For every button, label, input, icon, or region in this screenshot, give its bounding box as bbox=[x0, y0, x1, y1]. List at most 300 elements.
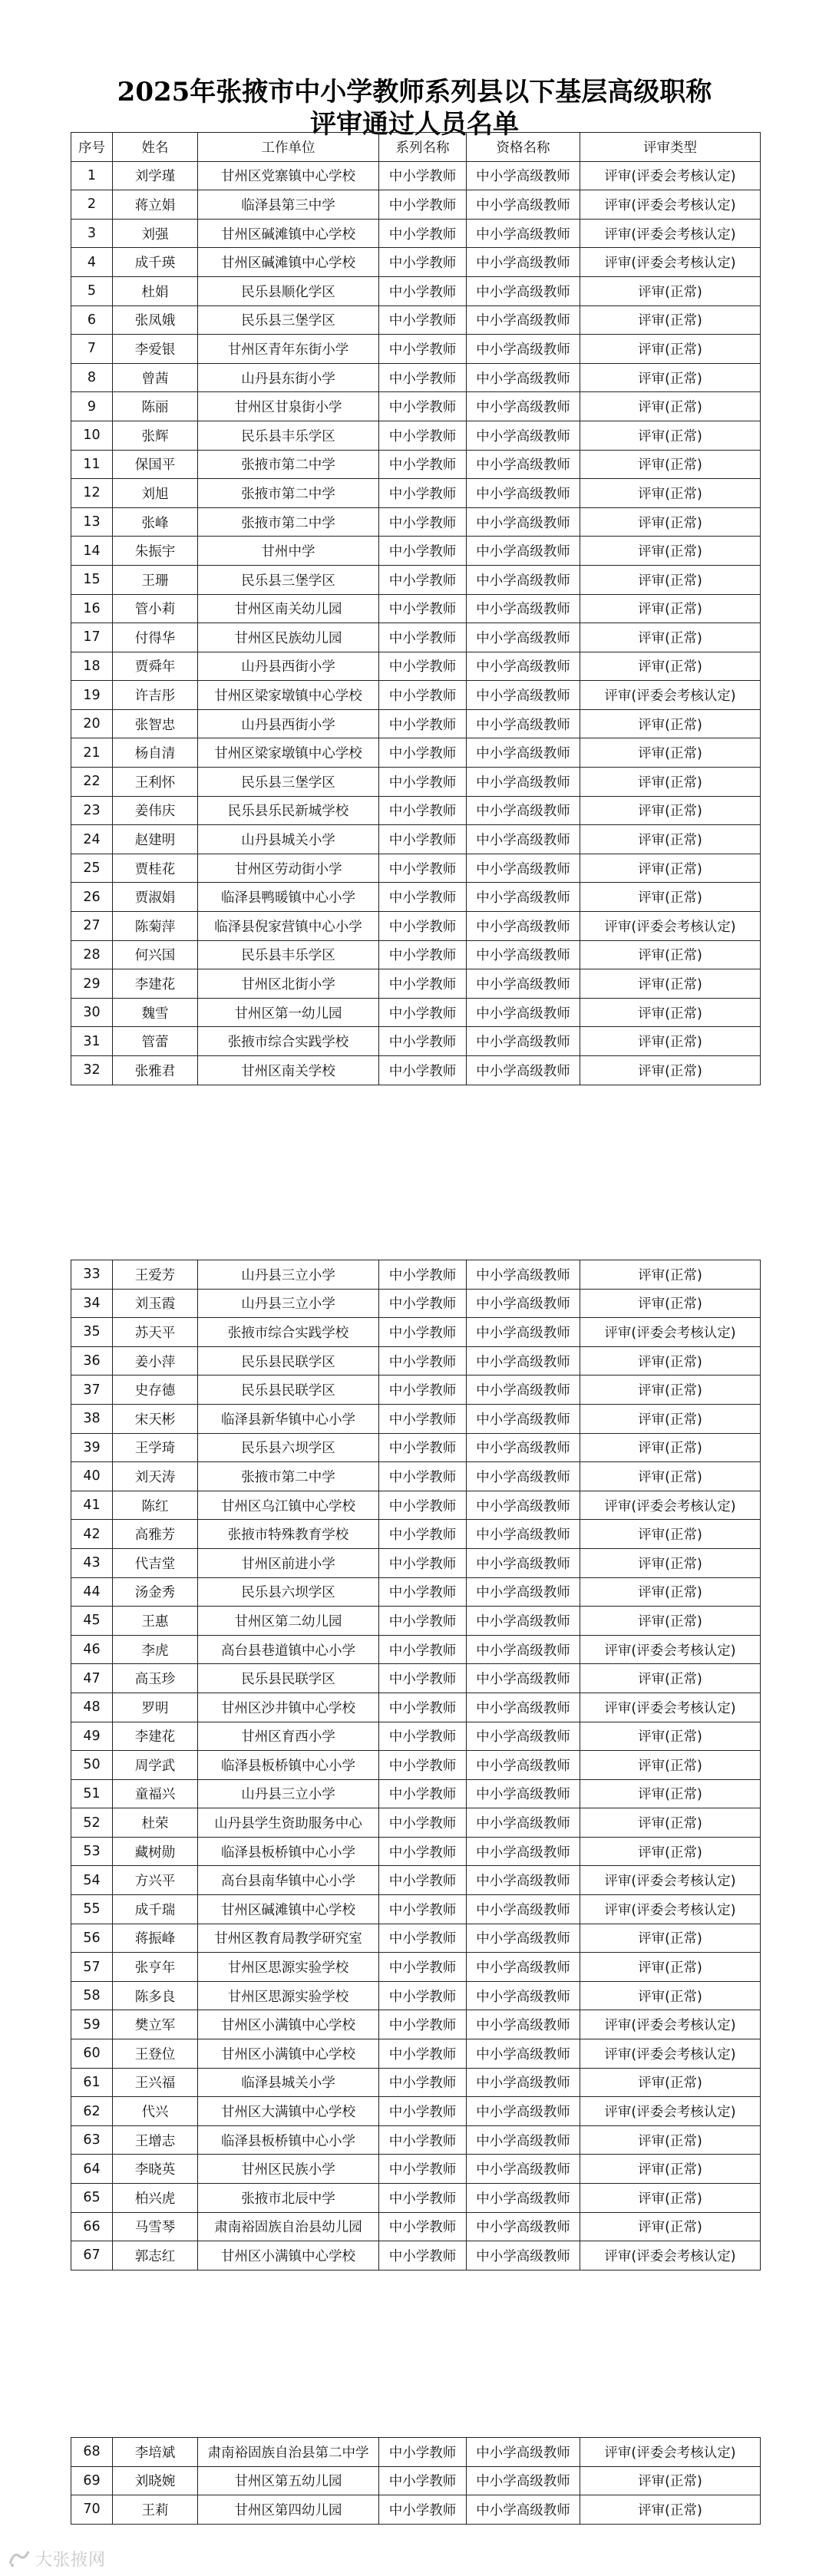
watermark-text: 大张掖网 bbox=[35, 2550, 107, 2570]
cell-series: 中小学教师 bbox=[379, 1722, 467, 1751]
cell-workplace: 甘州区南关学校 bbox=[198, 1056, 379, 1085]
cell-index: 7 bbox=[71, 335, 113, 364]
table-row bbox=[71, 1751, 761, 1780]
cell-qualification: 中小学高级教师 bbox=[467, 1693, 580, 1722]
cell-index: 52 bbox=[71, 1808, 113, 1838]
table-row bbox=[71, 940, 761, 969]
table-row bbox=[71, 623, 761, 652]
cell-name: 张亨年 bbox=[113, 1953, 198, 1982]
cell-qualification: 中小学高级教师 bbox=[467, 1404, 580, 1433]
cell-review-type: 评审(评委会考核认定) bbox=[580, 2097, 761, 2126]
cell-series: 中小学教师 bbox=[379, 2097, 467, 2126]
cell-review-type: 评审(评委会考核认定) bbox=[580, 1866, 761, 1895]
cell-qualification: 中小学高级教师 bbox=[467, 2125, 580, 2155]
cell-workplace: 甘州区大满镇中心学校 bbox=[198, 2097, 379, 2126]
cell-workplace: 甘州区碱滩镇中心学校 bbox=[198, 1895, 379, 1924]
cell-qualification: 中小学高级教师 bbox=[467, 450, 580, 479]
cell-name: 李晓英 bbox=[113, 2155, 198, 2184]
cell-index: 14 bbox=[71, 537, 113, 566]
cell-index: 40 bbox=[71, 1462, 113, 1491]
cell-index: 29 bbox=[71, 969, 113, 999]
cell-workplace: 山丹县三立小学 bbox=[198, 1779, 379, 1808]
table-row bbox=[71, 1376, 761, 1405]
cell-review-type: 评审(正常) bbox=[580, 2495, 761, 2525]
table-row bbox=[71, 1577, 761, 1607]
cell-series: 中小学教师 bbox=[379, 912, 467, 941]
cell-qualification: 中小学高级教师 bbox=[467, 1895, 580, 1924]
cell-qualification: 中小学高级教师 bbox=[467, 1779, 580, 1808]
cell-name: 管小莉 bbox=[113, 594, 198, 623]
cell-name: 童福兴 bbox=[113, 1779, 198, 1808]
cell-index: 33 bbox=[71, 1260, 113, 1290]
table-row bbox=[71, 768, 761, 797]
cell-index: 27 bbox=[71, 912, 113, 941]
cell-series: 中小学教师 bbox=[379, 363, 467, 392]
cell-index: 23 bbox=[71, 796, 113, 825]
cell-workplace: 张掖市第二中学 bbox=[198, 507, 379, 537]
cell-name: 贾舜年 bbox=[113, 652, 198, 681]
cell-name: 代吉堂 bbox=[113, 1548, 198, 1577]
cell-name: 马雪琴 bbox=[113, 2212, 198, 2241]
table-row bbox=[71, 1520, 761, 1549]
cell-index: 22 bbox=[71, 768, 113, 797]
cell-qualification: 中小学高级教师 bbox=[467, 1924, 580, 1953]
cell-name: 朱振宇 bbox=[113, 537, 198, 566]
table-row bbox=[71, 1808, 761, 1838]
cell-review-type: 评审(正常) bbox=[580, 1462, 761, 1491]
cell-series: 中小学教师 bbox=[379, 479, 467, 508]
cell-workplace: 甘州区梁家墩镇中心学校 bbox=[198, 738, 379, 768]
cell-name: 赵建明 bbox=[113, 825, 198, 854]
cell-workplace: 民乐县民联学区 bbox=[198, 1664, 379, 1693]
cell-review-type: 评审(评委会考核认定) bbox=[580, 912, 761, 941]
cell-name: 杜荣 bbox=[113, 1808, 198, 1838]
cell-series: 中小学教师 bbox=[379, 421, 467, 450]
cell-qualification: 中小学高级教师 bbox=[467, 190, 580, 220]
cell-review-type: 评审(正常) bbox=[580, 1346, 761, 1376]
cell-qualification: 中小学高级教师 bbox=[467, 1056, 580, 1085]
cell-qualification: 中小学高级教师 bbox=[467, 2184, 580, 2213]
cell-name: 史存德 bbox=[113, 1376, 198, 1405]
cell-index: 62 bbox=[71, 2097, 113, 2126]
cell-workplace: 甘州区小满镇中心学校 bbox=[198, 2241, 379, 2271]
cell-series: 中小学教师 bbox=[379, 1635, 467, 1664]
cell-series: 中小学教师 bbox=[379, 537, 467, 566]
cell-index: 42 bbox=[71, 1520, 113, 1549]
table-row bbox=[71, 998, 761, 1027]
cell-review-type: 评审(正常) bbox=[580, 2212, 761, 2241]
cell-name: 苏天平 bbox=[113, 1318, 198, 1347]
results-table-part-3 bbox=[71, 2437, 761, 2525]
cell-workplace: 甘州区第四幼儿园 bbox=[198, 2495, 379, 2525]
cell-series: 中小学教师 bbox=[379, 1462, 467, 1491]
table-row bbox=[71, 1722, 761, 1751]
table-row bbox=[71, 1491, 761, 1520]
cell-qualification: 中小学高级教师 bbox=[467, 854, 580, 883]
cell-qualification: 中小学高级教师 bbox=[467, 1318, 580, 1347]
cell-index: 35 bbox=[71, 1318, 113, 1347]
cell-index: 2 bbox=[71, 190, 113, 220]
table-row bbox=[71, 883, 761, 912]
cell-index: 65 bbox=[71, 2184, 113, 2213]
cell-workplace: 张掖市第二中学 bbox=[198, 450, 379, 479]
cell-series: 中小学教师 bbox=[379, 190, 467, 220]
cell-review-type: 评审(评委会考核认定) bbox=[580, 1693, 761, 1722]
cell-name: 柏兴虎 bbox=[113, 2184, 198, 2213]
cell-qualification: 中小学高级教师 bbox=[467, 479, 580, 508]
cell-name: 周学武 bbox=[113, 1751, 198, 1780]
cell-series: 中小学教师 bbox=[379, 2010, 467, 2039]
cell-review-type: 评审(正常) bbox=[580, 1520, 761, 1549]
cell-workplace: 临泽县第三中学 bbox=[198, 190, 379, 220]
table-row bbox=[71, 219, 761, 248]
cell-qualification: 中小学高级教师 bbox=[467, 1376, 580, 1405]
table-row bbox=[71, 1693, 761, 1722]
table-row bbox=[71, 1953, 761, 1982]
cell-index: 66 bbox=[71, 2212, 113, 2241]
cell-review-type: 评审(正常) bbox=[580, 1577, 761, 1607]
cell-series: 中小学教师 bbox=[379, 1404, 467, 1433]
table-row bbox=[71, 1462, 761, 1491]
cell-review-type: 评审(正常) bbox=[580, 1981, 761, 2010]
cell-qualification: 中小学高级教师 bbox=[467, 2241, 580, 2271]
cell-name: 藏树勋 bbox=[113, 1837, 198, 1866]
cell-review-type: 评审(评委会考核认定) bbox=[580, 2241, 761, 2271]
cell-review-type: 评审(正常) bbox=[580, 768, 761, 797]
table-row bbox=[71, 276, 761, 305]
cell-review-type: 评审(正常) bbox=[580, 305, 761, 335]
cell-name: 李建花 bbox=[113, 1722, 198, 1751]
cell-workplace: 肃南裕固族自治县第二中学 bbox=[198, 2438, 379, 2467]
cell-series: 中小学教师 bbox=[379, 2068, 467, 2097]
cell-name: 樊立军 bbox=[113, 2010, 198, 2039]
cell-series: 中小学教师 bbox=[379, 1779, 467, 1808]
cell-workplace: 民乐县三堡学区 bbox=[198, 305, 379, 335]
cell-qualification: 中小学高级教师 bbox=[467, 1577, 580, 1607]
cell-qualification: 中小学高级教师 bbox=[467, 421, 580, 450]
cell-series: 中小学教师 bbox=[379, 2241, 467, 2271]
cell-series: 中小学教师 bbox=[379, 854, 467, 883]
cell-qualification: 中小学高级教师 bbox=[467, 738, 580, 768]
cell-series: 中小学教师 bbox=[379, 1376, 467, 1405]
cell-series: 中小学教师 bbox=[379, 1607, 467, 1636]
cell-review-type: 评审(正常) bbox=[580, 421, 761, 450]
cell-series: 中小学教师 bbox=[379, 161, 467, 190]
table-row bbox=[71, 1866, 761, 1895]
cell-index: 18 bbox=[71, 652, 113, 681]
cell-name: 王兴福 bbox=[113, 2068, 198, 2097]
cell-review-type: 评审(正常) bbox=[580, 1289, 761, 1318]
cell-review-type: 评审(正常) bbox=[580, 1607, 761, 1636]
table-row bbox=[71, 1289, 761, 1318]
cell-series: 中小学教师 bbox=[379, 1260, 467, 1290]
cell-review-type: 评审(正常) bbox=[580, 652, 761, 681]
cell-name: 王爱芳 bbox=[113, 1260, 198, 1290]
cell-index: 13 bbox=[71, 507, 113, 537]
cell-name: 张辉 bbox=[113, 421, 198, 450]
cell-series: 中小学教师 bbox=[379, 1981, 467, 2010]
cell-review-type: 评审(评委会考核认定) bbox=[580, 1318, 761, 1347]
cell-index: 32 bbox=[71, 1056, 113, 1085]
cell-qualification: 中小学高级教师 bbox=[467, 2010, 580, 2039]
cell-index: 24 bbox=[71, 825, 113, 854]
cell-qualification: 中小学高级教师 bbox=[467, 1664, 580, 1693]
cell-index: 64 bbox=[71, 2155, 113, 2184]
cell-index: 26 bbox=[71, 883, 113, 912]
cell-name: 杜娟 bbox=[113, 276, 198, 305]
cell-workplace: 甘州区思源实验学校 bbox=[198, 1953, 379, 1982]
cell-qualification: 中小学高级教师 bbox=[467, 335, 580, 364]
cell-workplace: 民乐县民联学区 bbox=[198, 1376, 379, 1405]
cell-series: 中小学教师 bbox=[379, 1808, 467, 1838]
cell-review-type: 评审(正常) bbox=[580, 1953, 761, 1982]
cell-series: 中小学教师 bbox=[379, 2184, 467, 2213]
cell-index: 63 bbox=[71, 2125, 113, 2155]
cell-name: 贾淑娟 bbox=[113, 883, 198, 912]
column-header: 资格名称 bbox=[467, 133, 580, 162]
cell-index: 61 bbox=[71, 2068, 113, 2097]
cell-workplace: 张掖市特殊教育学校 bbox=[198, 1520, 379, 1549]
cell-series: 中小学教师 bbox=[379, 2466, 467, 2495]
table-row bbox=[71, 2010, 761, 2039]
table-header-row bbox=[71, 133, 761, 162]
cell-qualification: 中小学高级教师 bbox=[467, 709, 580, 738]
cell-name: 张凤娥 bbox=[113, 305, 198, 335]
cell-name: 代兴 bbox=[113, 2097, 198, 2126]
cell-qualification: 中小学高级教师 bbox=[467, 1837, 580, 1866]
cell-index: 39 bbox=[71, 1433, 113, 1462]
cell-qualification: 中小学高级教师 bbox=[467, 1027, 580, 1056]
table-row bbox=[71, 825, 761, 854]
cell-review-type: 评审(评委会考核认定) bbox=[580, 2010, 761, 2039]
column-header: 系列名称 bbox=[379, 133, 467, 162]
cell-index: 6 bbox=[71, 305, 113, 335]
cell-workplace: 山丹县三立小学 bbox=[198, 1289, 379, 1318]
cell-qualification: 中小学高级教师 bbox=[467, 276, 580, 305]
cell-index: 19 bbox=[71, 681, 113, 710]
cell-index: 53 bbox=[71, 1837, 113, 1866]
cell-qualification: 中小学高级教师 bbox=[467, 969, 580, 999]
cell-workplace: 甘州区思源实验学校 bbox=[198, 1981, 379, 2010]
table-row bbox=[71, 709, 761, 738]
table-row bbox=[71, 1404, 761, 1433]
cell-name: 王增志 bbox=[113, 2125, 198, 2155]
cell-series: 中小学教师 bbox=[379, 652, 467, 681]
cell-qualification: 中小学高级教师 bbox=[467, 1462, 580, 1491]
cell-review-type: 评审(正常) bbox=[580, 2125, 761, 2155]
column-header: 序号 bbox=[71, 133, 113, 162]
cell-workplace: 甘州区乌江镇中心学校 bbox=[198, 1491, 379, 1520]
cell-workplace: 民乐县三堡学区 bbox=[198, 565, 379, 594]
cell-name: 方兴平 bbox=[113, 1866, 198, 1895]
cell-review-type: 评审(正常) bbox=[580, 507, 761, 537]
cell-qualification: 中小学高级教师 bbox=[467, 998, 580, 1027]
table-row bbox=[71, 537, 761, 566]
cell-workplace: 甘州区育西小学 bbox=[198, 1722, 379, 1751]
cell-name: 刘旭 bbox=[113, 479, 198, 508]
cell-index: 12 bbox=[71, 479, 113, 508]
cell-series: 中小学教师 bbox=[379, 2495, 467, 2525]
table-row bbox=[71, 305, 761, 335]
cell-name: 罗明 bbox=[113, 1693, 198, 1722]
cell-series: 中小学教师 bbox=[379, 998, 467, 1027]
table-row bbox=[71, 2241, 761, 2271]
cell-qualification: 中小学高级教师 bbox=[467, 1548, 580, 1577]
cell-review-type: 评审(正常) bbox=[580, 276, 761, 305]
cell-name: 王珊 bbox=[113, 565, 198, 594]
cell-review-type: 评审(正常) bbox=[580, 1808, 761, 1838]
table-row bbox=[71, 2039, 761, 2069]
cell-workplace: 张掖市综合实践学校 bbox=[198, 1318, 379, 1347]
cell-series: 中小学教师 bbox=[379, 305, 467, 335]
cell-workplace: 甘州区民族小学 bbox=[198, 2155, 379, 2184]
table-row bbox=[71, 450, 761, 479]
cell-review-type: 评审(正常) bbox=[580, 565, 761, 594]
cell-series: 中小学教师 bbox=[379, 1027, 467, 1056]
cell-index: 67 bbox=[71, 2241, 113, 2271]
cell-qualification: 中小学高级教师 bbox=[467, 2155, 580, 2184]
table-row bbox=[71, 363, 761, 392]
table-row bbox=[71, 2155, 761, 2184]
cell-series: 中小学教师 bbox=[379, 2039, 467, 2069]
cell-review-type: 评审(正常) bbox=[580, 1722, 761, 1751]
cell-name: 管蕾 bbox=[113, 1027, 198, 1056]
cell-index: 25 bbox=[71, 854, 113, 883]
cell-name: 成千瑛 bbox=[113, 248, 198, 277]
cell-series: 中小学教师 bbox=[379, 1346, 467, 1376]
cell-workplace: 张掖市第二中学 bbox=[198, 479, 379, 508]
cell-review-type: 评审(评委会考核认定) bbox=[580, 681, 761, 710]
cell-index: 17 bbox=[71, 623, 113, 652]
cell-name: 李爱银 bbox=[113, 335, 198, 364]
cell-qualification: 中小学高级教师 bbox=[467, 652, 580, 681]
cell-qualification: 中小学高级教师 bbox=[467, 594, 580, 623]
cell-series: 中小学教师 bbox=[379, 507, 467, 537]
cell-name: 陈多良 bbox=[113, 1981, 198, 2010]
cell-review-type: 评审(正常) bbox=[580, 1779, 761, 1808]
cell-qualification: 中小学高级教师 bbox=[467, 1607, 580, 1636]
table-row bbox=[71, 1924, 761, 1953]
cell-qualification: 中小学高级教师 bbox=[467, 1751, 580, 1780]
cell-review-type: 评审(评委会考核认定) bbox=[580, 1635, 761, 1664]
cell-index: 15 bbox=[71, 565, 113, 594]
cell-series: 中小学教师 bbox=[379, 1289, 467, 1318]
cell-qualification: 中小学高级教师 bbox=[467, 363, 580, 392]
cell-review-type: 评审(正常) bbox=[580, 2184, 761, 2213]
cell-series: 中小学教师 bbox=[379, 2212, 467, 2241]
table-row bbox=[71, 2495, 761, 2525]
table-row bbox=[71, 1260, 761, 1290]
cell-name: 刘强 bbox=[113, 219, 198, 248]
cell-series: 中小学教师 bbox=[379, 1751, 467, 1780]
cell-series: 中小学教师 bbox=[379, 450, 467, 479]
cell-series: 中小学教师 bbox=[379, 594, 467, 623]
cell-workplace: 甘州区民族幼儿园 bbox=[198, 623, 379, 652]
cell-series: 中小学教师 bbox=[379, 219, 467, 248]
cell-name: 王登位 bbox=[113, 2039, 198, 2069]
cell-name: 蒋立娟 bbox=[113, 190, 198, 220]
cell-name: 成千瑞 bbox=[113, 1895, 198, 1924]
cell-workplace: 山丹县三立小学 bbox=[198, 1260, 379, 1290]
cell-qualification: 中小学高级教师 bbox=[467, 2068, 580, 2097]
cell-review-type: 评审(正常) bbox=[580, 1056, 761, 1085]
cell-review-type: 评审(正常) bbox=[580, 1751, 761, 1780]
cell-workplace: 山丹县西街小学 bbox=[198, 652, 379, 681]
table-row bbox=[71, 1837, 761, 1866]
cell-series: 中小学教师 bbox=[379, 2125, 467, 2155]
cell-workplace: 民乐县六坝学区 bbox=[198, 1433, 379, 1462]
brand-logo-icon bbox=[8, 2548, 31, 2568]
results-table-part-2 bbox=[71, 1260, 761, 2271]
cell-workplace: 甘州区碱滩镇中心学校 bbox=[198, 219, 379, 248]
cell-name: 王莉 bbox=[113, 2495, 198, 2525]
cell-series: 中小学教师 bbox=[379, 796, 467, 825]
cell-review-type: 评审(正常) bbox=[580, 1376, 761, 1405]
cell-index: 41 bbox=[71, 1491, 113, 1520]
table-row bbox=[71, 652, 761, 681]
cell-qualification: 中小学高级教师 bbox=[467, 1981, 580, 2010]
cell-name: 曾茜 bbox=[113, 363, 198, 392]
cell-workplace: 甘州区第二幼儿园 bbox=[198, 1607, 379, 1636]
cell-name: 保国平 bbox=[113, 450, 198, 479]
cell-qualification: 中小学高级教师 bbox=[467, 2466, 580, 2495]
cell-review-type: 评审(评委会考核认定) bbox=[580, 219, 761, 248]
cell-index: 50 bbox=[71, 1751, 113, 1780]
cell-review-type: 评审(正常) bbox=[580, 883, 761, 912]
cell-index: 31 bbox=[71, 1027, 113, 1056]
cell-workplace: 民乐县丰乐学区 bbox=[198, 940, 379, 969]
cell-qualification: 中小学高级教师 bbox=[467, 796, 580, 825]
cell-workplace: 民乐县顺化学区 bbox=[198, 276, 379, 305]
cell-index: 46 bbox=[71, 1635, 113, 1664]
table-row bbox=[71, 161, 761, 190]
cell-series: 中小学教师 bbox=[379, 2155, 467, 2184]
table-row bbox=[71, 796, 761, 825]
cell-qualification: 中小学高级教师 bbox=[467, 1808, 580, 1838]
cell-index: 4 bbox=[71, 248, 113, 277]
cell-name: 刘学瑾 bbox=[113, 161, 198, 190]
cell-series: 中小学教师 bbox=[379, 1056, 467, 1085]
cell-index: 36 bbox=[71, 1346, 113, 1376]
table-row bbox=[71, 2212, 761, 2241]
table-row bbox=[71, 1635, 761, 1664]
cell-workplace: 甘州区南关幼儿园 bbox=[198, 594, 379, 623]
cell-name: 姜伟庆 bbox=[113, 796, 198, 825]
cell-review-type: 评审(正常) bbox=[580, 623, 761, 652]
cell-workplace: 民乐县民联学区 bbox=[198, 1346, 379, 1376]
cell-review-type: 评审(正常) bbox=[580, 940, 761, 969]
cell-review-type: 评审(正常) bbox=[580, 1664, 761, 1693]
cell-index: 3 bbox=[71, 219, 113, 248]
cell-name: 王学琦 bbox=[113, 1433, 198, 1462]
cell-qualification: 中小学高级教师 bbox=[467, 1433, 580, 1462]
cell-series: 中小学教师 bbox=[379, 1491, 467, 1520]
cell-workplace: 甘州区第一幼儿园 bbox=[198, 998, 379, 1027]
cell-name: 蒋振峰 bbox=[113, 1924, 198, 1953]
cell-workplace: 张掖市北辰中学 bbox=[198, 2184, 379, 2213]
cell-index: 16 bbox=[71, 594, 113, 623]
cell-workplace: 甘州区第五幼儿园 bbox=[198, 2466, 379, 2495]
cell-workplace: 民乐县六坝学区 bbox=[198, 1577, 379, 1607]
cell-series: 中小学教师 bbox=[379, 1520, 467, 1549]
table-row bbox=[71, 248, 761, 277]
cell-workplace: 张掖市综合实践学校 bbox=[198, 1027, 379, 1056]
cell-name: 陈菊萍 bbox=[113, 912, 198, 941]
cell-workplace: 甘州区小满镇中心学校 bbox=[198, 2039, 379, 2069]
cell-index: 30 bbox=[71, 998, 113, 1027]
cell-workplace: 高台县巷道镇中心小学 bbox=[198, 1635, 379, 1664]
cell-name: 杨自清 bbox=[113, 738, 198, 768]
